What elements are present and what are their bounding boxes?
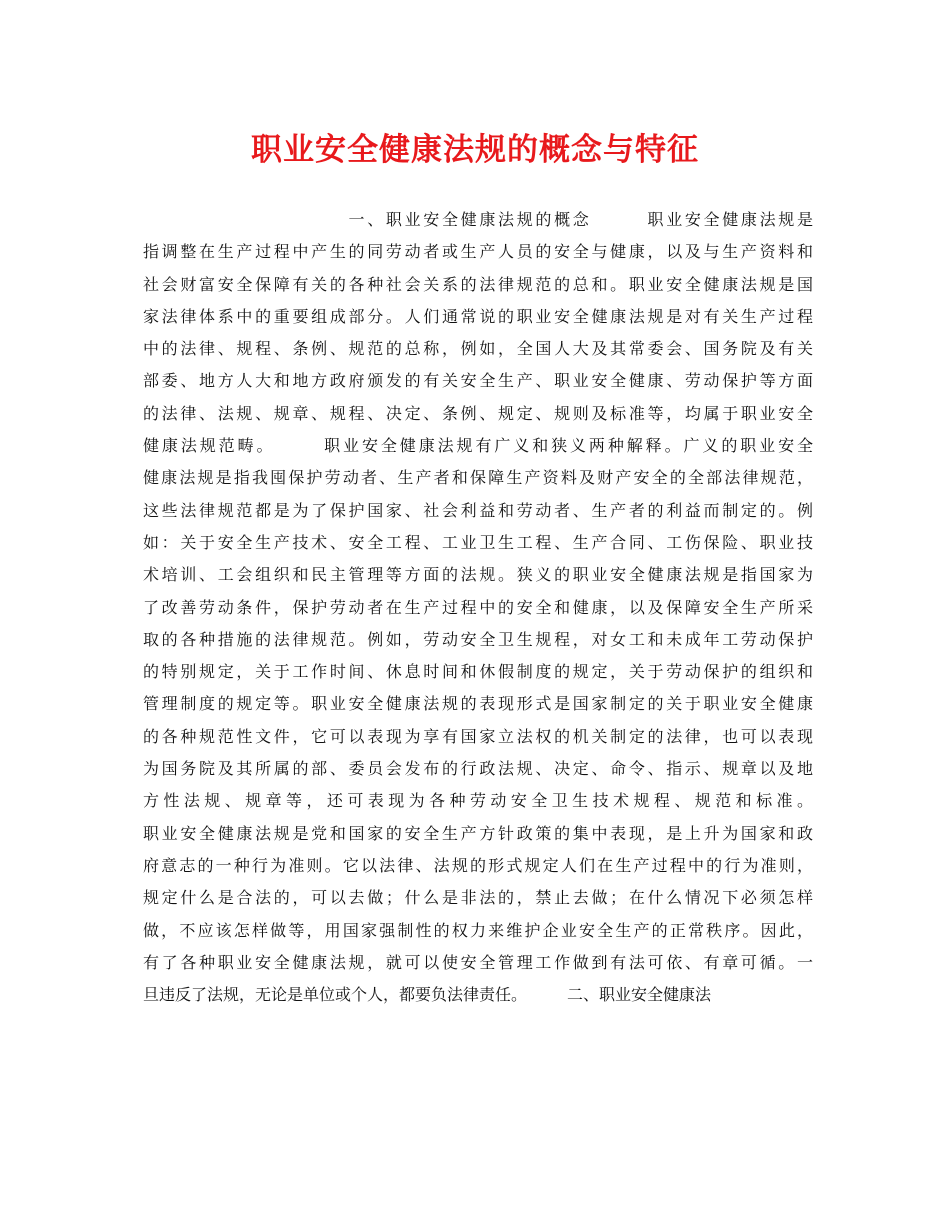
- body-line: 管理制度的规定等。职业安全健康法规的表现形式是国家制定的关于职业安全健康: [143, 694, 813, 714]
- body-line: 的各种规范性文件，它可以表现为享有国家立法权的机关制定的法律，也可以表现: [143, 726, 813, 746]
- document-title: 职业安全健康法规的概念与特征: [251, 132, 699, 168]
- body-line: 的法律、法规、规章、规程、决定、条例、规定、规则及标准等，均属于职业安全: [143, 403, 813, 423]
- body-line: 这些法律规范都是为了保护国家、社会利益和劳动者、生产者的利益而制定的。例: [143, 500, 813, 520]
- body-line: 职业安全健康法规是党和国家的安全生产方针政策的集中表现，是上升为国家和政: [143, 823, 813, 843]
- body-line: 的特别规定，关于工作时间、休息时间和休假制度的规定，关于劳动保护的组织和: [143, 662, 813, 682]
- body-line: 术培训、工会组织和民主管理等方面的法规。狭义的职业安全健康法规是指国家为: [143, 565, 813, 585]
- body-line: 中的法律、规程、条例、规范的总称，例如，全国人大及其常委会、国务院及有关: [143, 339, 813, 359]
- body-line: 旦违反了法规，无论是单位或个人，都要负法律责任。 二、职业安全健康法: [143, 985, 712, 1005]
- body-line: 规定什么是合法的，可以去做；什么是非法的，禁止去做；在什么情况下必须怎样: [143, 888, 813, 908]
- document-body: [143, 204, 813, 1011]
- body-line: 取的各种措施的法律规范。例如，劳动安全卫生规程，对女工和未成年工劳动保护: [143, 629, 813, 649]
- body-line: 社会财富安全保障有关的各种社会关系的法律规范的总和。职业安全健康法规是国: [143, 274, 813, 294]
- body-line: 如：关于安全生产技术、安全工程、工业卫生工程、生产合同、工伤保险、职业技: [143, 532, 813, 552]
- body-line: 做，不应该怎样做等，用国家强制性的权力来维护企业安全生产的正常秩序。因此，: [143, 920, 813, 940]
- body-line: 家法律体系中的重要组成部分。人们通常说的职业安全健康法规是对有关生产过程: [143, 306, 813, 326]
- body-line: 指调整在生产过程中产生的同劳动者或生产人员的安全与健康，以及与生产资料和: [143, 242, 813, 262]
- body-line: 了改善劳动条件，保护劳动者在生产过程中的安全和健康，以及保障安全生产所采: [143, 597, 813, 617]
- body-line: 方性法规、规章等，还可表现为各种劳动安全卫生技术规程、规范和标准。: [143, 791, 813, 811]
- body-line: 有了各种职业安全健康法规，就可以使安全管理工作做到有法可依、有章可循。一: [143, 952, 813, 972]
- body-line: 为国务院及其所属的部、委员会发布的行政法规、决定、命令、指示、规章以及地: [143, 759, 813, 779]
- body-line: 部委、地方人大和地方政府颁发的有关安全生产、职业安全健康、劳动保护等方面: [143, 371, 813, 391]
- body-line: 健康法规范畴。 职业安全健康法规有广义和狭义两种解释。广义的职业安全: [143, 436, 813, 456]
- body-line: 健康法规是指我囤保护劳动者、生产者和保障生产资料及财产安全的全部法律规范，: [143, 468, 813, 488]
- body-line: 一、职业安全健康法规的概念 职业安全健康法规是: [143, 210, 813, 229]
- body-line: 府意志的一种行为准则。它以法律、法规的形式规定人们在生产过程中的行为准则，: [143, 855, 813, 875]
